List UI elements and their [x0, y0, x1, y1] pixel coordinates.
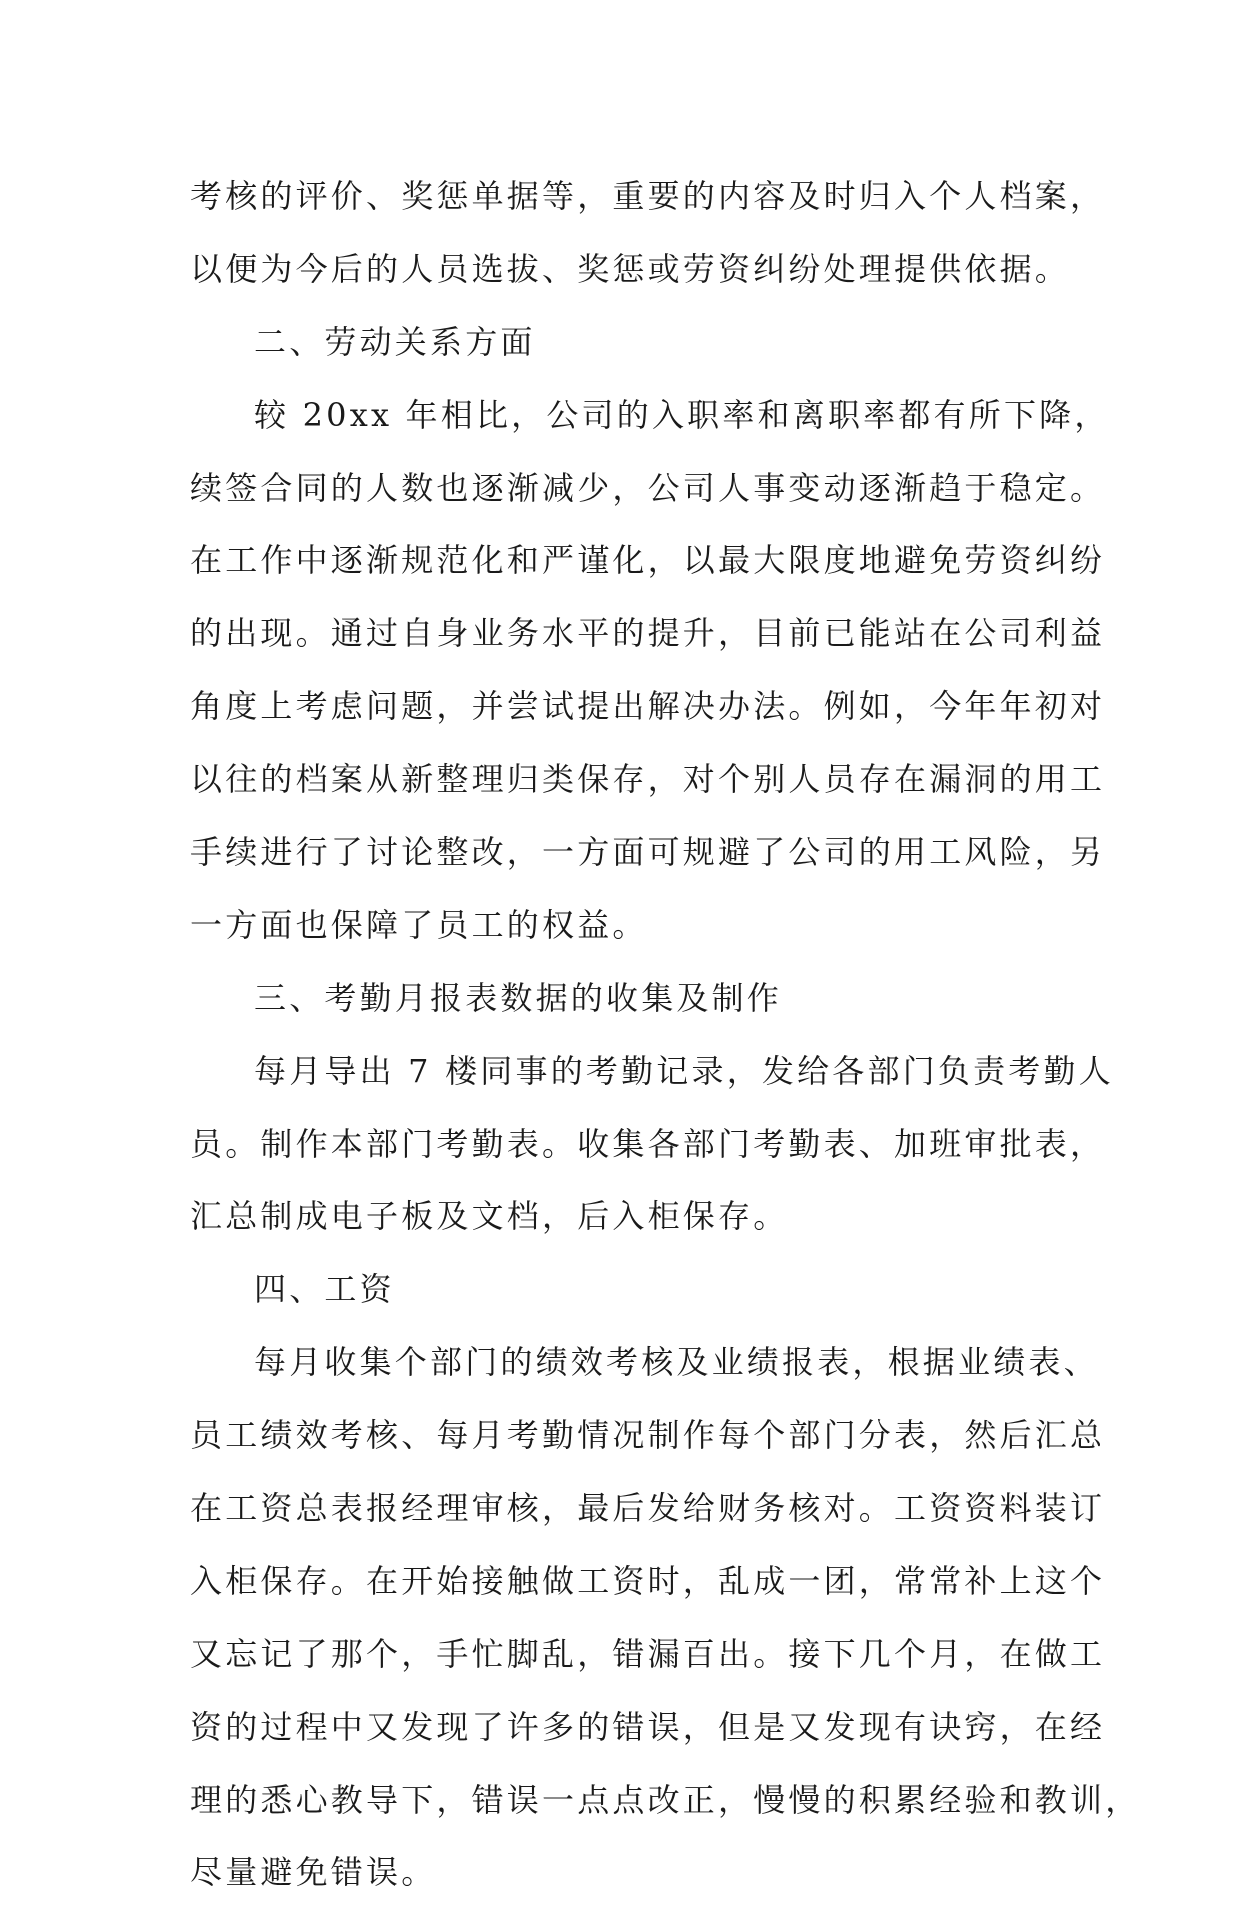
- section-heading-salary: 四、工资: [254, 1270, 395, 1309]
- body-line: 尽量避免错误。: [190, 1853, 437, 1892]
- body-line: 手续进行了讨论整改，一方面可规避了公司的用工风险，另: [190, 833, 1106, 872]
- body-line: 员工绩效考核、每月考勤情况制作每个部门分表，然后汇总: [190, 1416, 1106, 1455]
- body-line: 员。制作本部门考勤表。收集各部门考勤表、加班审批表，: [190, 1124, 1106, 1163]
- body-line: 每月导出 7 楼同事的考勤记录，发给各部门负责考勤人: [254, 1051, 1114, 1090]
- body-line: 每月收集个部门的绩效考核及业绩报表，根据业绩表、: [254, 1343, 1099, 1382]
- body-line: 角度上考虑问题，并尝试提出解决办法。例如，今年年初对: [190, 687, 1106, 726]
- body-line: 在工资总表报经理审核，最后发给财务核对。工资资料装订: [190, 1489, 1106, 1528]
- body-line: 以便为今后的人员选拔、奖惩或劳资纠纷处理提供依据。: [190, 249, 1071, 288]
- body-line: 一方面也保障了员工的权益。: [190, 905, 648, 944]
- document-body: [190, 160, 1141, 1909]
- body-line: 续签合同的人数也逐渐减少，公司人事变动逐渐趋于稳定。: [190, 468, 1106, 507]
- body-line: 的出现。通过自身业务水平的提升，目前已能站在公司利益: [190, 614, 1106, 653]
- body-line: 以往的档案从新整理归类保存，对个别人员存在漏洞的用工: [190, 760, 1106, 799]
- body-line: 考核的评价、奖惩单据等，重要的内容及时归入个人档案，: [190, 177, 1106, 215]
- body-line: 理的悉心教导下，错误一点点改正，慢慢的积累经验和教训，: [190, 1780, 1141, 1819]
- body-line: 又忘记了那个，手忙脚乱，错漏百出。接下几个月，在做工: [190, 1634, 1106, 1673]
- section-heading-labor-relations: 二、劳动关系方面: [254, 322, 536, 361]
- body-line: 汇总制成电子板及文档，后入柜保存。: [190, 1197, 789, 1236]
- body-line: 较 20xx 年相比，公司的入职率和离职率都有所下降，: [254, 395, 1110, 434]
- section-heading-attendance: 三、考勤月报表数据的收集及制作: [254, 978, 783, 1017]
- body-line: 资的过程中又发现了许多的错误，但是又发现有诀窍，在经: [190, 1707, 1106, 1746]
- body-line: 入柜保存。在开始接触做工资时，乱成一团，常常补上这个: [190, 1561, 1106, 1600]
- body-line: 在工作中逐渐规范化和严谨化，以最大限度地避免劳资纠纷: [190, 541, 1106, 580]
